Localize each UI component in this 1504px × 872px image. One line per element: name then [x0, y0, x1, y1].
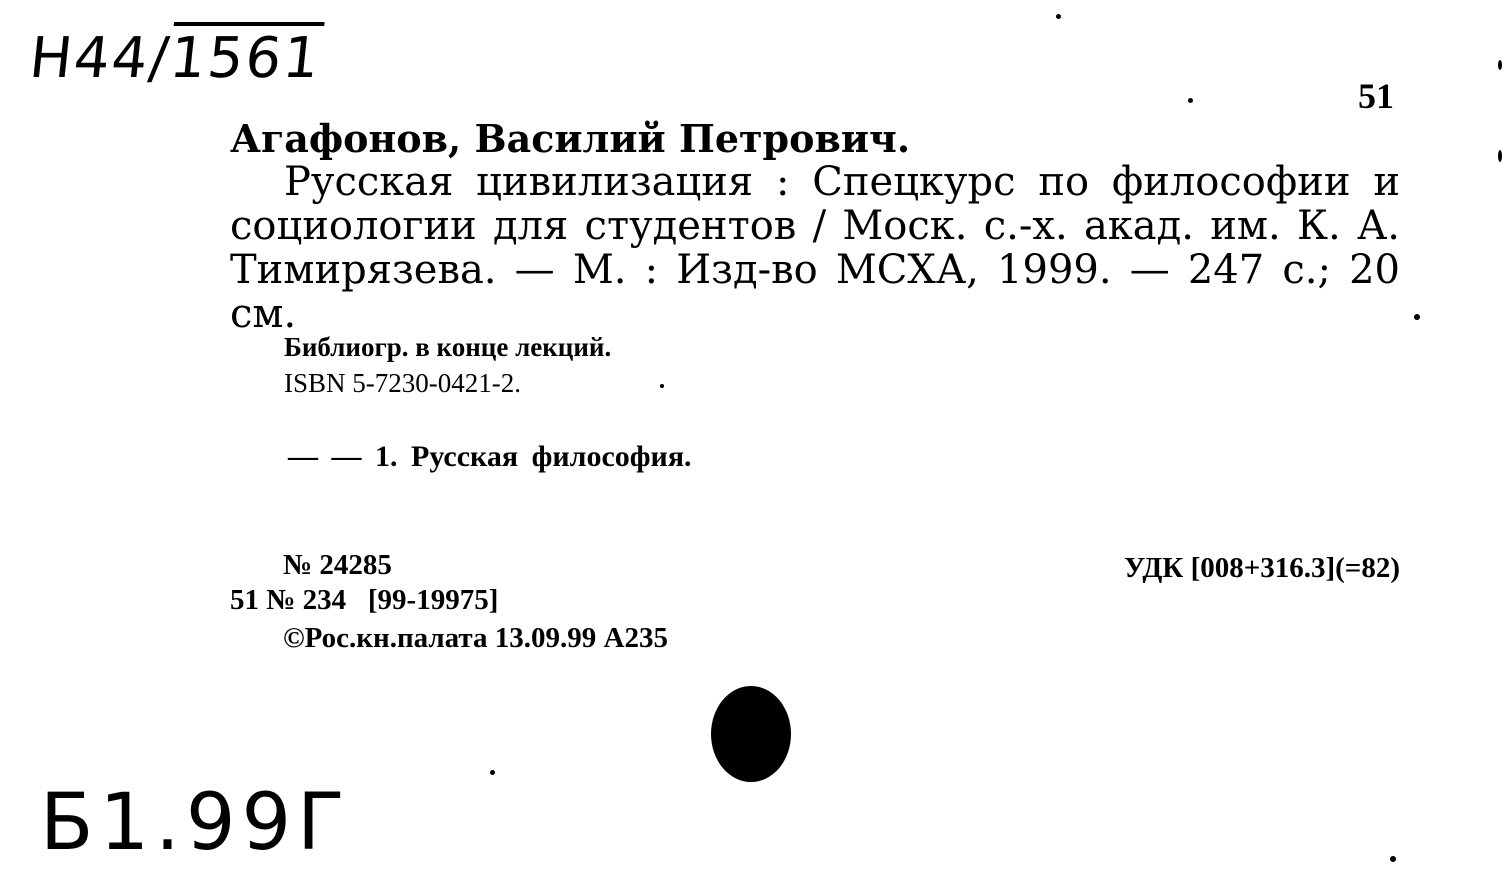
page-number: 51	[1358, 76, 1394, 116]
scan-speck	[660, 384, 664, 388]
handwritten-shelfmark-code: Н44	[26, 26, 153, 91]
handwritten-shelfmark: Н44/1561	[26, 26, 325, 91]
scan-speck	[1188, 98, 1193, 103]
isbn-note: ISBN 5-7230-0421-2.	[284, 368, 521, 398]
card-punch-hole	[711, 686, 791, 782]
handwritten-index: Б1.99Г	[40, 778, 351, 868]
series-line: 51 № 234 [99-19975]	[230, 584, 499, 616]
author-heading: Агафонов, Василий Петрович.	[230, 116, 911, 161]
bibliography-note: Библиогр. в конце лекций.	[284, 332, 612, 362]
record-number: № 24285	[283, 549, 392, 581]
udk-classification: УДК [008+316.3](=82)	[1123, 552, 1400, 584]
bibliographic-description	[230, 160, 1400, 336]
scan-speck	[490, 770, 495, 775]
scan-speck	[1056, 14, 1061, 19]
handwritten-shelfmark-number: 1561	[166, 26, 325, 91]
scan-speck	[1390, 856, 1396, 862]
scan-speck	[1498, 60, 1502, 70]
scan-speck	[1498, 150, 1502, 162]
subject-heading: — — 1. Русская философия.	[288, 440, 692, 473]
scan-speck	[1414, 314, 1420, 320]
book-chamber-line: ©Рос.кн.палата 13.09.99 А235	[283, 622, 668, 654]
description-text: Русская цивилизация : Спецкурс по философии и социологии для студентов / Моск. с.-х. акад. им. К. А. Тимирязева. — М. : Изд-во МСХА, 1999. — 247 с.; 20 см.	[230, 159, 1400, 337]
